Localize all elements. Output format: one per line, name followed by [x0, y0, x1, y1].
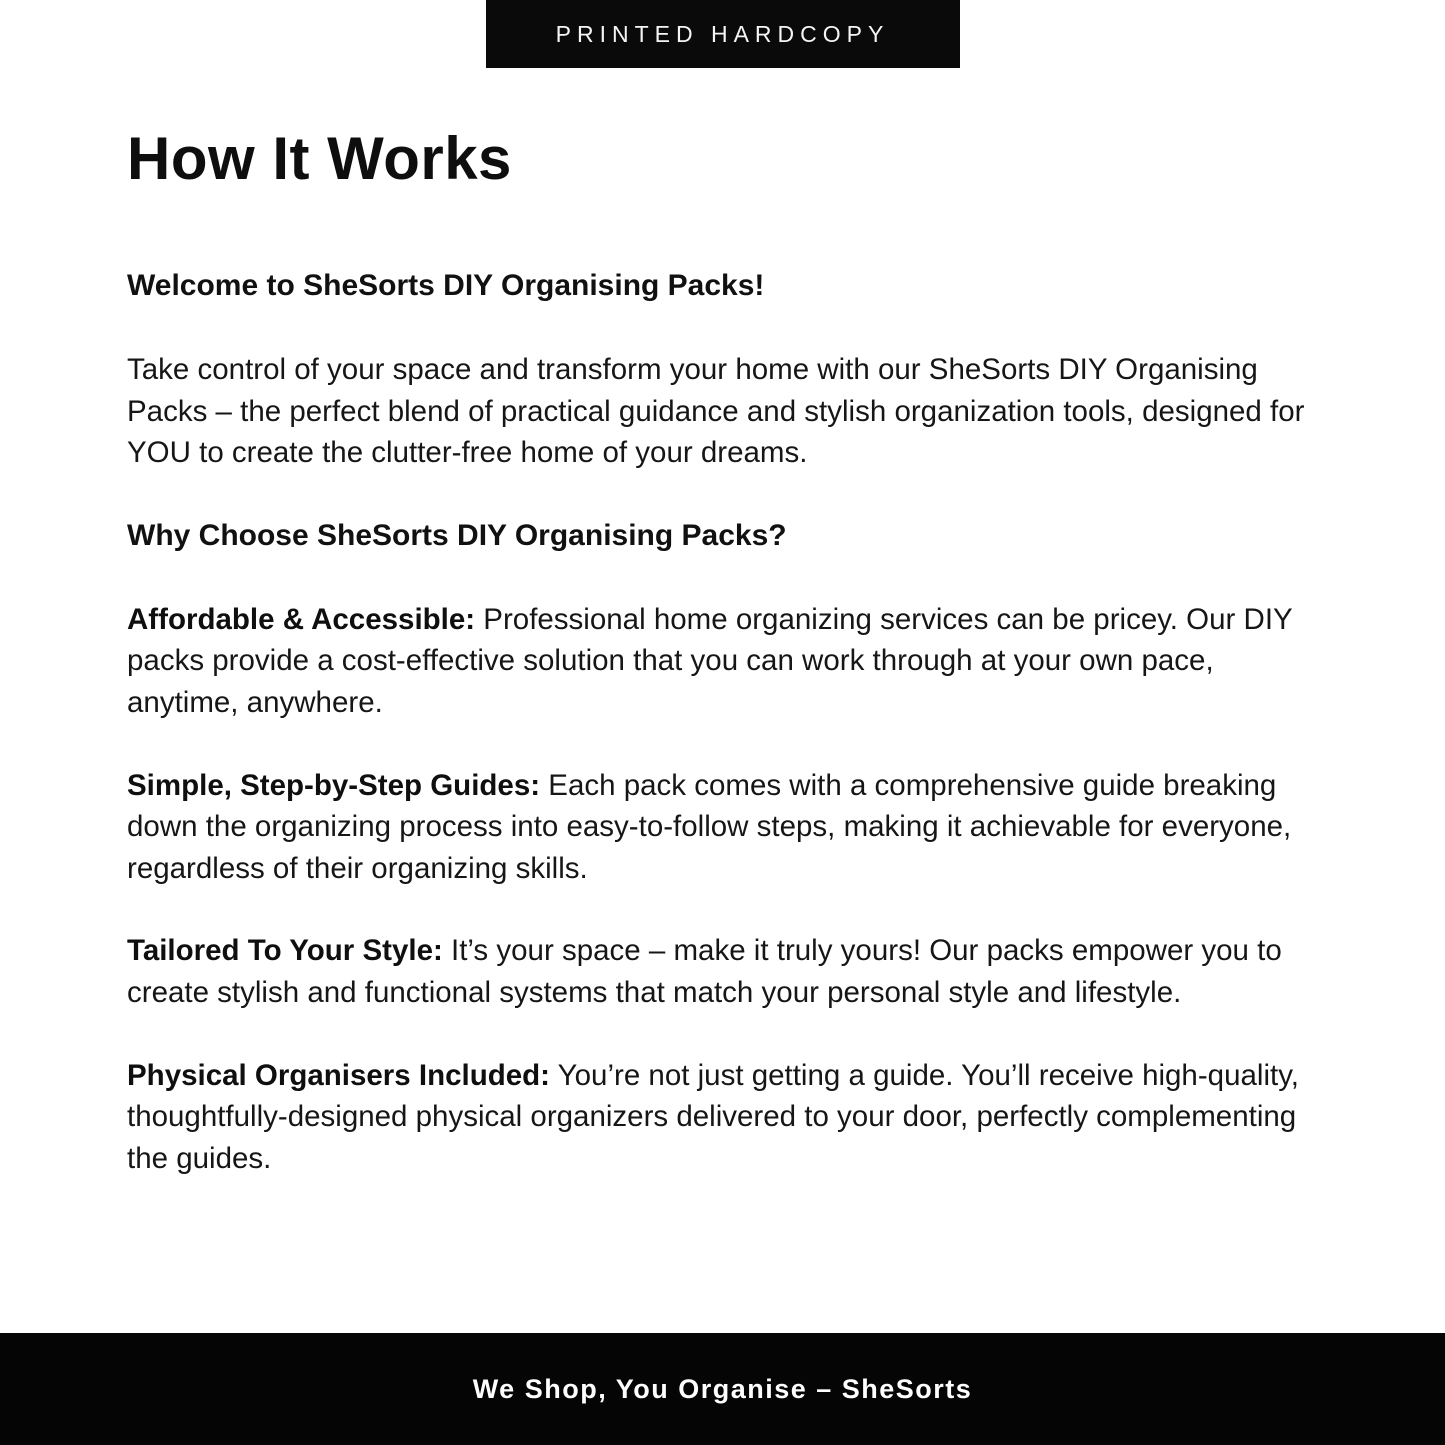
footer-tagline: We Shop, You Organise – SheSorts	[472, 1373, 973, 1404]
feature-paragraph-affordable	[127, 599, 1333, 724]
feature-label: Physical Organisers Included:	[127, 1058, 550, 1092]
feature-label: Tailored To Your Style:	[127, 934, 443, 968]
header	[0, 0, 1445, 68]
feature-label: Simple, Step-by-Step Guides:	[127, 768, 541, 802]
feature-text: Professional home organizing services can be pricey. Our DIY packs provide a cost-effective solution that you can work through at your own pace, anytime, anywhere.	[127, 602, 1293, 719]
feature-text: It’s your space – make it truly yours! Our packs empower you to create stylish and functional systems that match your personal style and lifestyle.	[127, 934, 1282, 1009]
printed-hardcopy-badge	[486, 0, 960, 68]
feature-paragraph-guides	[127, 765, 1333, 890]
feature-paragraph-organisers	[127, 1055, 1333, 1180]
badge-label: PRINTED HARDCOPY	[555, 20, 890, 47]
feature-text: You’re not just getting a guide. You’ll receive high-quality, thoughtfully-designed physical organizers delivered to your door, perfectly complementing the guides.	[127, 1058, 1299, 1175]
feature-paragraph-style	[127, 930, 1333, 1013]
feature-label: Affordable & Accessible:	[127, 602, 476, 636]
document-body	[0, 68, 1445, 1333]
footer-band	[0, 1333, 1445, 1445]
welcome-heading: Welcome to SheSorts DIY Organising Packs!	[127, 269, 765, 302]
intro-paragraph: Take control of your space and transform your home with our SheSorts DIY Organising Packs – the perfect blend of practical guidance and stylish organization tools, designed for YOU to create the clutter-free home of your dreams.	[127, 353, 1305, 470]
feature-text: Each pack comes with a comprehensive guide breaking down the organizing process into easy-to-follow steps, making it achievable for everyone, regardless of their organizing skills.	[127, 768, 1292, 885]
page-title: How It Works	[127, 125, 512, 192]
why-choose-heading: Why Choose SheSorts DIY Organising Packs?	[127, 518, 787, 552]
